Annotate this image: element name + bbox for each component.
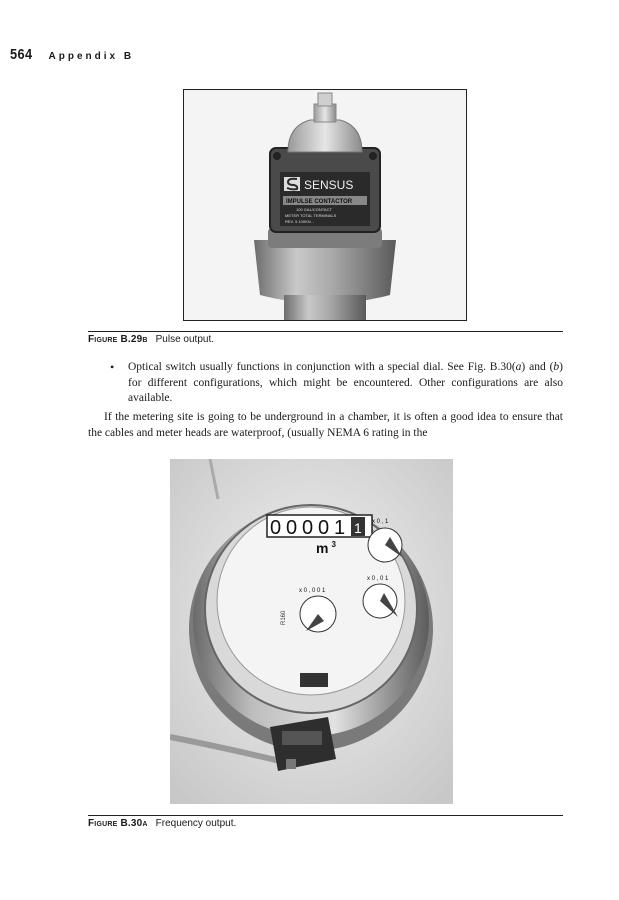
figure-b29b-caption bbox=[88, 334, 214, 345]
counter-digit-5: 1 bbox=[334, 517, 346, 539]
device-line4-text: REV. 5 100KN... bbox=[285, 219, 314, 224]
device-line2-text: 100 GAL/CONTACT bbox=[296, 207, 332, 212]
bullet-text: Optical switch usually functions in conjunction with a special dial. See Fig. B.30(a) and (b) for different configurations, which might be encountered. Other configurations are also available. bbox=[128, 361, 563, 404]
svg-text:x 0 , 0 0 1: x 0 , 0 0 1 bbox=[299, 588, 326, 594]
figure-b30a-caption-text: Frequency output. bbox=[155, 818, 237, 829]
figure-b29b-photo bbox=[183, 89, 467, 321]
sensus-logo-icon bbox=[284, 177, 300, 191]
impulse-contactor-image bbox=[184, 90, 466, 320]
caption-rule-b29b bbox=[88, 331, 563, 332]
svg-text:x 0 , 1: x 0 , 1 bbox=[372, 519, 389, 525]
page-header bbox=[10, 46, 134, 66]
device-line1-text: IMPULSE CONTACTOR bbox=[286, 199, 353, 205]
caption-rule-b30a bbox=[88, 815, 563, 816]
figure-b29b-caption-text: Pulse output. bbox=[155, 334, 215, 345]
running-head: Appendix B bbox=[48, 51, 135, 62]
counter-digit-2: 0 bbox=[286, 517, 298, 539]
counter-digit-3: 0 bbox=[302, 517, 314, 539]
figure-b29b-label: Figure B.29b bbox=[88, 334, 148, 345]
figure-b30a-label: Figure B.30a bbox=[88, 818, 148, 829]
counter-red-digit: 1 bbox=[354, 520, 362, 536]
device-brand-text: SENSUS bbox=[304, 178, 354, 192]
figure-b30a-photo bbox=[170, 459, 453, 804]
bullet-item bbox=[110, 360, 563, 407]
counter-digit-1: 0 bbox=[270, 517, 282, 539]
device-line3-text: METER TOTAL TERMINALS bbox=[285, 213, 337, 218]
figure-b30a-caption bbox=[88, 818, 236, 829]
counter-digit-4: 0 bbox=[318, 517, 330, 539]
body-paragraph: If the metering site is going to be underground in a chamber, it is often a good idea to ensure that the cables and meter heads are waterproof, (usually NEMA 6 rating in the bbox=[88, 411, 563, 439]
svg-text:x 0 , 0 1: x 0 , 0 1 bbox=[367, 576, 389, 582]
meter-side-mark: R160 bbox=[281, 610, 287, 625]
unit-label: m $^3$ bbox=[316, 540, 336, 556]
page-number: 564 bbox=[10, 46, 33, 63]
water-meter-image bbox=[170, 459, 453, 804]
bullet-marker: • bbox=[110, 360, 115, 374]
